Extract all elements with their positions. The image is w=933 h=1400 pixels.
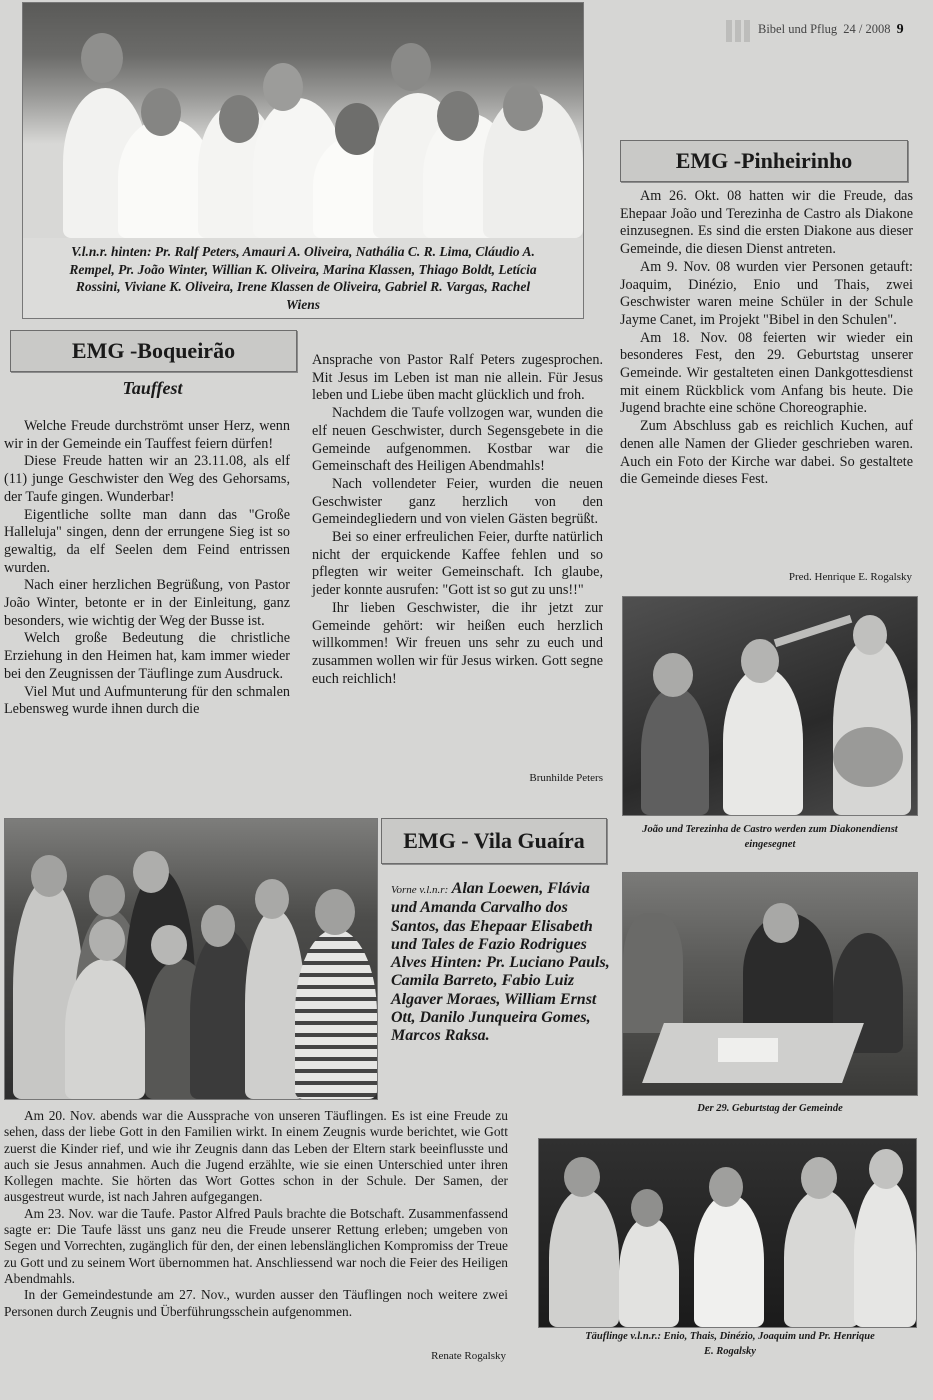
boqueirao-column-2 (312, 352, 603, 688)
paragraph: Nach einer herzlichen Begrüßung, von Pastor João Winter, betonte er in der Einleitung, ganz besonders, wie wichtig der Weg der Busse ist. (4, 577, 290, 629)
paragraph: Ansprache von Pastor Ralf Peters zugesprochen. Mit Jesus im Leben ist man nie allein. Für Jesus leben und Liebe üben macht glücklich und froh. (312, 352, 603, 404)
paragraph: Diese Freude hatten wir an 23.11.08, als elf (11) junge Geschwister den Weg des Gehorsams, der Taufe gingen. Wunderbar! (4, 453, 290, 505)
pinheirinho-heading: EMG -Pinheirinho (620, 140, 908, 182)
pinheirinho-column (620, 188, 913, 489)
paragraph: Welch große Bedeutung die christliche Erziehung in den Heimen hat, kam immer wieder bei den Zeugnissen der Täuflinge zum Ausdruck. (4, 630, 290, 682)
vila-guaira-heading: EMG - Vila Guaíra (381, 818, 607, 864)
paragraph: Am 18. Nov. 08 feierten wir wieder ein besonderes Fest, den 29. Geburtstag unserer Gemeinde. Wir gestalteten einen Dankgottesdienst mit einem Rückblick vom Anfang bis heute. Die Jugend brachte eine schöne Choreographie. (620, 329, 913, 417)
deacon-blessing-photo (622, 596, 918, 816)
boqueirao-column-1 (4, 418, 290, 719)
boqueirao-signature: Brunhilde Peters (529, 772, 603, 784)
baptized-persons-photo (538, 1138, 917, 1328)
running-header (758, 22, 904, 38)
header-decoration (726, 20, 753, 42)
names-back-label: Hinten: (430, 954, 483, 972)
issue-number: 24 / 2008 (843, 22, 891, 36)
pinheirinho-signature: Pred. Henrique E. Rogalsky (788, 571, 912, 583)
paragraph: Welche Freude durchströmt unser Herz, wenn wir in der Gemeinde ein Tauffest feiern dürfen! (4, 418, 290, 452)
names-front-label: Vorne v.l.n.r: (391, 884, 449, 896)
boqueirao-heading: EMG -Boqueirão (10, 330, 297, 372)
page-number: 9 (896, 22, 904, 37)
paragraph: Am 26. Okt. 08 hatten wir die Freude, das Ehepaar João und Terezinha de Castro als Diakone einzusegnen. Es sind die ersten Diakone aus dieser Gemeinde, die diesen Dienst antreten. (620, 188, 913, 258)
running-title: Bibel und Pflug (758, 22, 838, 36)
vila-guaira-body (4, 1108, 508, 1320)
baptized-photo-caption: Täuflinge v.l.n.r.: Enio, Thais, Dinézio, Joaquim und Pr. Henrique E. Rogalsky (585, 1331, 875, 1357)
paragraph: Viel Mut und Aufmunterung für den schmalen Lebensweg wurde ihnen durch die (4, 683, 290, 718)
deacon-photo-caption: João und Terezinha de Castro werden zum Diakonendienst eingesegnet (642, 824, 898, 850)
boqueirao-subheading: Tauffest (122, 378, 183, 398)
top-photo-caption: V.l.n.r. hinten: Pr. Ralf Peters, Amauri A. Oliveira, Nathália C. R. Lima, Cláudio A. Rempel, Pr. João Winter, Willian K. Oliveira, Marina Klassen, Thiago Boldt, Letícia Rossini, Viviane K. Oliveira, Irene Klassen de Oliveira, Gabriel R. Vargas, Rachel Wiens (69, 244, 537, 312)
anniversary-photo (622, 872, 918, 1096)
paragraph: Am 9. Nov. 08 wurden vier Personen getauft: Joaquim, Dinézio, Enio und Thais, zwei Geschwister waren meine Schüler in der Schule Jayme Canet, im Projekt "Bibel in den Schulen". (620, 258, 913, 328)
paragraph: In der Gemeindestunde am 27. Nov., wurden ausser den Täuflingen noch weitere zwei Personen durch Zeugnis und Überführungsschein aufgenommen. (4, 1287, 508, 1319)
paragraph: Ihr lieben Geschwister, die ihr jetzt zur Gemeinde gehört: wir heißen euch herzlich willkommen! Wir freuen uns sehr zu euch und zusammen wollen wir für Jesus wirken. Gott segne euch reichlich! (312, 599, 603, 687)
names-front: Alan Loewen, Flávia und Amanda Carvalho dos Santos, das Ehepaar Elisabeth und Tales de Fazio Rodrigues Alves (391, 880, 593, 972)
vila-guaira-names (391, 880, 611, 1046)
paragraph: Eigentliche sollte man dann das "Große Halleluja" singen, denn der errungene Sieg ist so gewaltig, da elf Seelen dem Feind entrissen wurden. (4, 506, 290, 576)
baptism-group-photo (22, 2, 584, 319)
paragraph: Nach vollendeter Feier, wurden die neuen Geschwister ganz herzlich von den Gemeindegliedern und von vielen Gästen begrüßt. (312, 475, 603, 528)
names-back: Pr. Luciano Pauls, Camila Barreto, Fabio Luiz Algaver Moraes, William Ernst Ott, Danilo Junqueira Gomes, Marcos Raksa. (391, 954, 610, 1045)
paragraph: Zum Abschluss gab es reichlich Kuchen, auf denen alle Namen der Glieder geschrieben waren. Auch ein Foto der Kirche war dabei. So gestaltete die Gemeinde dieses Fest. (620, 418, 913, 488)
paragraph: Bei so einer erfreulichen Feier, durfte natürlich nicht der erquickende Kaffee fehlen und so pflegten wir weiter Gemeinschaft. Ich glaube, jeder konnte ausrufen: "Gott ist so gut zu uns!!" (312, 529, 603, 599)
paragraph: Am 23. Nov. war die Taufe. Pastor Alfred Pauls brachte die Botschaft. Zusammenfassend sagte er: Die Taufe lässt uns ganz neu die Freude unserer Rettung erleben; umgeben von Segen und Vorrechten, zugänglich für den, der einen lebenslänglichen Kompromiss der Treue zu Gott und zu seinem Wort übernommen hat. Anschliessend war noch die Feier des Heiligen Abendmahls. (4, 1205, 508, 1286)
anniversary-photo-caption: Der 29. Geburtstag der Gemeinde (697, 1103, 843, 1114)
paragraph: Am 20. Nov. abends war die Aussprache von unseren Täuflingen. Es ist eine Freude zu sehen, dass der liebe Gott in den Familien wirkt. In einem Zeugnis wurde berichtet, wie Gott zuerst die Kinder rief, und wie ihr Zeugnis dann das Leben der Eltern stark beeinflusste und auch sie Jesus annahmen. Auch die Jugend erzählte, wie sie einen Unterschied unter ihren Kollegen machte. Sie hörten das Wort Gottes schon in der Schule. Der Samen, der ausgestreut wurde, ist nach Jahren aufgegangen. (4, 1108, 508, 1205)
vila-guaira-group-photo (4, 818, 378, 1100)
vila-guaira-signature: Renate Rogalsky (431, 1350, 506, 1362)
paragraph: Nachdem die Taufe vollzogen war, wunden die elf neuen Geschwister, durch Segensgebete in die Gemeinde aufgenommen. Kostbar war die Gemeinschaft des Heiligen Abendmahls! (312, 405, 603, 475)
